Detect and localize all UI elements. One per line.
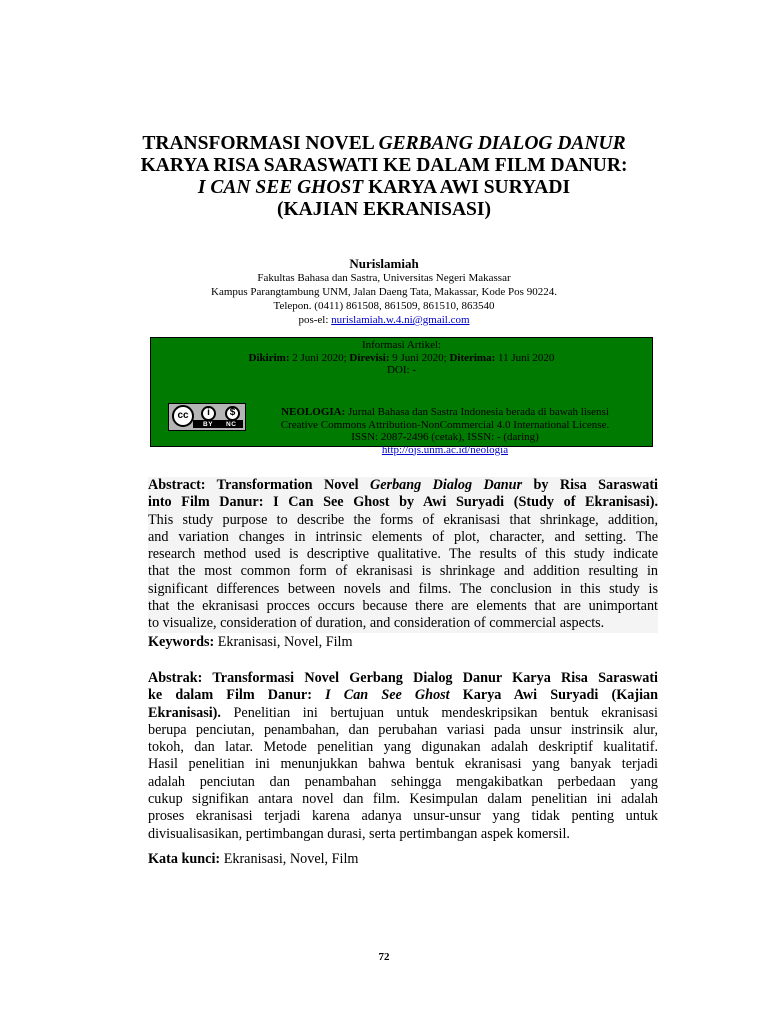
email-link[interactable]: nurislamiah.w.4.ni@gmail.com [331, 314, 470, 326]
article-title [0, 133, 768, 221]
noncommercial-dollar-icon: $ [225, 406, 240, 421]
article-dates: Dikirim: 2 Juni 2020; Direvisi: 9 Juni 2020; Diterima: 11 Juni 2020 [248, 351, 555, 364]
title-line-4: (KAJIAN EKRANISASI) [277, 199, 491, 220]
badge-by-label: BY [203, 421, 214, 428]
abstract-id-line: ke dalam Film Danur: I Can See Ghost Karya Awi Suryadi (Kajian [148, 687, 658, 704]
abstract-id-line: Hasil penelitian ini menunjukkan bahwa bentuk ekranisasi yang banyak terjadi [148, 756, 658, 773]
abstract-id-line: divisualisasikan, pertimbangan durasi, serta pertimbangan aspek komersil. [148, 825, 570, 842]
article-info-box [150, 337, 653, 456]
license-statement [275, 406, 615, 456]
abstract-id-line: cukup signifikan antara novel dan film. Kesimpulan dalam penelitian ini adalah [148, 791, 658, 808]
title-line-1: TRANSFORMASI NOVEL GERBANG DIALOG DANUR [142, 133, 626, 154]
cc-by-nc-license-icon[interactable] [168, 403, 246, 431]
abstract-id-line: tokoh, dan latar. Metode penelitian yang digunakan adalah deskriptif kualitatif. [148, 739, 658, 756]
license-line-1: NEOLOGIA: Jurnal Bahasa dan Sastra Indonesia berada di bawah lisensi [281, 406, 609, 418]
license-line-2: Creative Commons Attribution-NonCommercial 4.0 International License. [280, 418, 610, 431]
abstract-en-line: research method used is descriptive qualitative. The results of this study indicate [148, 546, 658, 563]
abstract-id-line: Abstrak: Transformasi Novel Gerbang Dialog Danur Karya Risa Saraswati [148, 670, 658, 686]
attribution-person-icon: i [201, 406, 216, 421]
affiliation-line-1: Fakultas Bahasa dan Sastra, Universitas Negeri Makassar [257, 272, 511, 284]
page-number: 72 [378, 951, 390, 963]
article-info-heading: Informasi Artikel: [361, 339, 442, 351]
abstract-en-line: Abstract: Transformation Novel Gerbang Dialog Danur by Risa Saraswati [148, 477, 658, 493]
author-name: Nurislamiah [349, 256, 419, 271]
kata-kunci-label: Kata kunci: [148, 851, 221, 867]
journal-url-link[interactable]: http://ojs.unm.ac.id/neologia [381, 443, 509, 456]
abstract-en-line: to visualize, consideration of duration, and consideration of commercial aspects. [148, 615, 605, 632]
kata-kunci-value: Ekranisasi, Novel, Film [220, 851, 359, 867]
license-url-line [275, 444, 615, 457]
cc-logo-icon: cc [172, 405, 194, 427]
author-affiliation [0, 271, 768, 327]
abstract-en-line: that the most common form of ekranisasi is shrinkage and addition resulting in [148, 563, 658, 580]
title-line-2: KARYA RISA SARASWATI KE DALAM FILM DANUR: [140, 155, 628, 176]
cc-badge-label-bar [193, 420, 243, 428]
abstract-en-line: and variation changes in intrinsic elements of plot, character, and setting. The [148, 528, 658, 545]
affiliation-line-3: Telepon. (0411) 861508, 861509, 861510, 863540 [273, 300, 495, 312]
badge-nc-label: NC [226, 421, 237, 428]
abstract-en-line: that the ekranisasi procces occurs because there are elements that are unimportant [148, 598, 658, 615]
article-doi: DOI: - [386, 364, 417, 376]
abstract-id-line: adalah penciutan dan penambahan sehingga mengakibatkan perbedaan yang [148, 773, 658, 790]
kata-kunci [148, 851, 358, 868]
keywords-label: Keywords: [148, 634, 215, 650]
license-issn: ISSN: 2087-2496 (cetak), ISSN: - (daring) [351, 431, 539, 443]
abstract-en-line: into Film Danur: I Can See Ghost by Awi Suryadi (Study of Ekranisasi). [148, 494, 658, 511]
keywords [148, 634, 353, 651]
abstract-en-line: This study purpose to describe the forms of ekranisasi that shrinkage, addition, [148, 511, 658, 528]
abstract-english [148, 477, 658, 633]
abstract-en-line: significant differences between novels and films. The conclusion in this study is [148, 580, 658, 597]
abstract-id-line: Ekranisasi). Penelitian ini bertujuan untuk mendeskripsikan bentuk ekranisasi [148, 704, 658, 721]
affiliation-email-line: pos-el: nurislamiah.w.4.ni@gmail.com [298, 314, 470, 326]
abstract-indonesian [148, 670, 658, 843]
title-line-3: I CAN SEE GHOST KARYA AWI SURYADI [197, 177, 571, 198]
abstract-id-line: berupa penciutan, penambahan, dan perubahan variasi pada unsur instrinsik alur, [148, 721, 658, 738]
abstract-id-line: proses ekranisasi terjadi karena adanya unsur-unsur yang tidak penting untuk [148, 808, 658, 825]
affiliation-line-2: Kampus Parangtambung UNM, Jalan Daeng Tata, Makassar, Kode Pos 90224. [211, 286, 557, 298]
keywords-value: Ekranisasi, Novel, Film [214, 634, 353, 650]
article-info [151, 339, 652, 377]
